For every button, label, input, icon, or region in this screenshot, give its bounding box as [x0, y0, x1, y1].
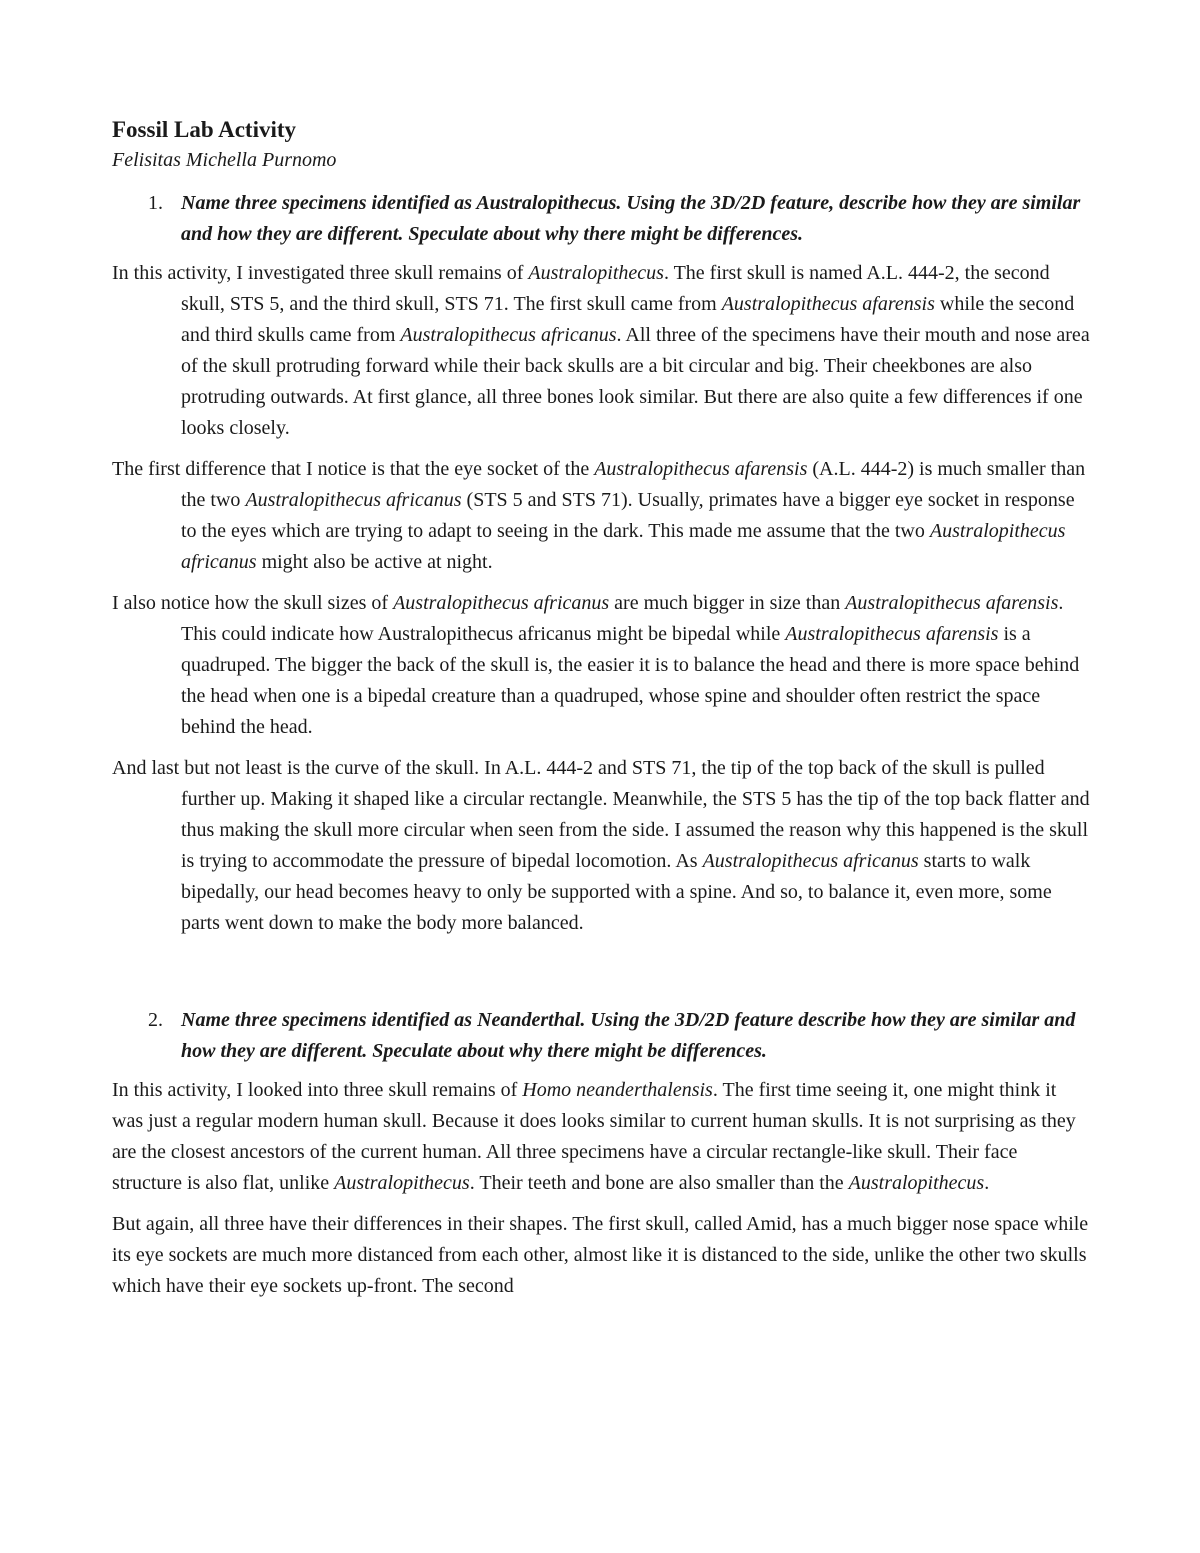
text-run: (STS 5 and STS 71). Usually, primates have a bigger eye socket in response to the eyes which are trying to adapt to seeing in the dark. This made me assume that the two — [181, 489, 1075, 542]
italic-term: Australopithecus — [848, 1172, 985, 1194]
text-run: (A.L. 444-2) is much smaller than the two — [181, 458, 1086, 511]
text-run: is a quadruped. The bigger the back of the skull is, the easier it is to balance the head and there is more space behind the head when one is a bipedal creature than a quadruped, whose spine and shoulder often restrict the space behind the head. — [181, 623, 1080, 738]
text-run: The first difference that I notice is that the eye socket of the — [112, 458, 595, 480]
italic-term: Australopithecus africanus — [702, 850, 919, 872]
q1-paragraph-2 — [112, 454, 1092, 578]
q1-paragraph-3 — [112, 588, 1092, 743]
text-run: I also notice how the skull sizes of — [112, 592, 394, 614]
italic-term: Australopithecus afarensis — [785, 623, 999, 645]
question-2-text: Name three specimens identified as Neanderthal. Using the 3D/2D feature describe how they are similar and how they are different. Speculate about why there might be differences. — [181, 1009, 1076, 1062]
text-run: But again, all three have their differences in their shapes. The first skull, called Amid, has a much bigger nose space while its eye sockets are much more distanced from each other, almost like it is distanced to the side, unlike the other two skulls which have their eye sockets up-front. The second — [112, 1213, 1089, 1297]
italic-term: Australopithecus afarensis — [594, 458, 808, 480]
document-title: Fossil Lab Activity — [112, 117, 297, 142]
text-run: while the second and third skulls came from — [181, 293, 1075, 346]
italic-term: Homo neanderthalensis — [522, 1079, 713, 1101]
question-1 — [112, 188, 1092, 250]
question-2 — [112, 1005, 1092, 1067]
italic-term: Australopithecus afarensis — [721, 293, 935, 315]
text-run: And last but not least is the curve of the skull. In A.L. 444-2 and STS 71, the tip of the top back of the skull is pulled further up. Making it shaped like a circular rectangle. Meanwhile, the STS 5 has the tip of the top back flatter and thus making the skull more circular when seen from the side. I assumed the reason why this happened is the skull is trying to accommodate the pressure of bipedal locomotion. As — [112, 757, 1090, 872]
text-run: starts to walk bipedally, our head becomes heavy to only be supported with a spine. And so, to balance it, even more, some parts went down to make the body more balanced. — [181, 850, 1052, 934]
italic-term: Australopithecus africanus — [393, 592, 610, 614]
section-gap — [112, 949, 1092, 1005]
question-1-text: Name three specimens identified as Australopithecus. Using the 3D/2D feature, describe how they are similar and how they are different. Speculate about why there might be differences. — [181, 192, 1081, 245]
document-body — [112, 112, 1092, 1312]
text-run: might also be active at night. — [256, 551, 493, 573]
text-run: . This could indicate how Australopithecus africanus might be bipedal while — [181, 592, 1064, 645]
author-name: Felisitas Michella Purnomo — [112, 149, 337, 171]
text-run: . Their teeth and bone are also smaller than the — [469, 1172, 849, 1194]
q2-paragraph-1 — [112, 1075, 1092, 1199]
text-run: . The first skull is named A.L. 444-2, the second skull, STS 5, and the third skull, STS 71. The first skull came from — [181, 262, 1050, 315]
italic-term: Australopithecus africanus — [400, 324, 617, 346]
q1-paragraph-1 — [112, 258, 1092, 444]
italic-term: Australopithecus — [334, 1172, 470, 1194]
q1-paragraph-4 — [112, 753, 1092, 939]
italic-term: Australopithecus africanus — [245, 489, 462, 511]
italic-term: Australopithecus afarensis — [845, 592, 1059, 614]
question-2-number: 2. — [148, 1009, 163, 1031]
q2-paragraph-2 — [112, 1209, 1092, 1302]
question-1-number: 1. — [148, 192, 163, 214]
text-run: are much bigger in size than — [609, 592, 846, 614]
italic-term: Australopithecus — [528, 262, 664, 284]
text-run: . The first time seeing it, one might think it was just a regular modern human skull. Because it does looks similar to current human skulls. It is not surprising as they are the closest ancestors of the current human. All three specimens have a circular rectangle-like skull. Their face structure is also flat, unlike — [112, 1079, 1076, 1194]
text-run: In this activity, I looked into three skull remains of — [112, 1079, 523, 1101]
text-run: . — [984, 1172, 990, 1194]
text-run: . All three of the specimens have their mouth and nose area of the skull protruding forward while their back skulls are a bit circular and big. Their cheekbones are also protruding outwards. At first glance, all three bones look similar. But there are also quite a few differences if one looks closely. — [181, 324, 1090, 439]
text-run: In this activity, I investigated three skull remains of — [112, 262, 529, 284]
italic-term: Australopithecus africanus — [181, 520, 1066, 573]
